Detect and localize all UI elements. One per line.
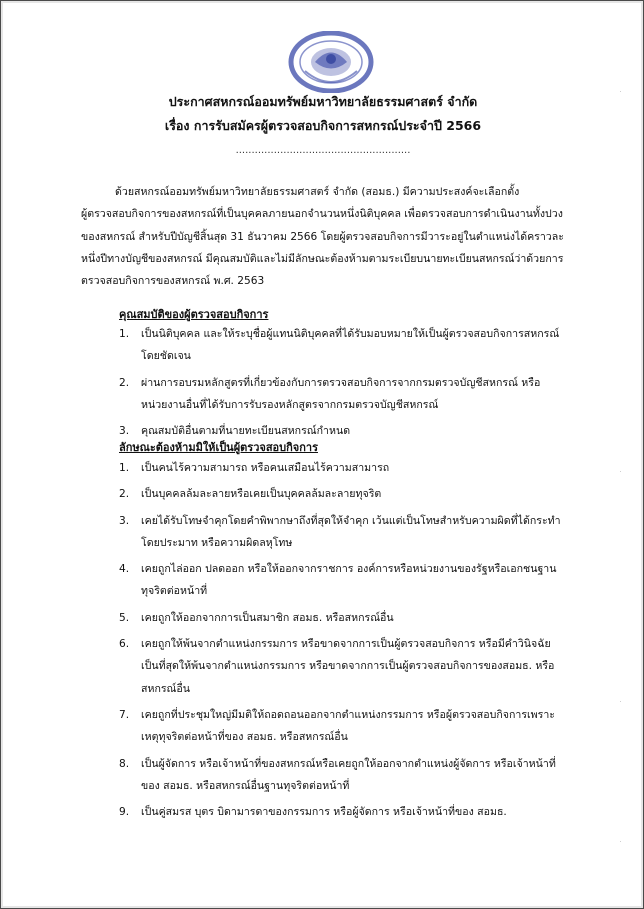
item-text: โดยชัดเจน [141, 350, 191, 363]
item-number: 2. [119, 376, 130, 389]
item-text: เป็นคนไร้ความสามารถ หรือคนเสมือนไร้ความสามารถ [141, 462, 390, 474]
item-text: ของ สอมธ. หรือสหกรณ์อื่นฐานทุจริตต่อหน้าที่ [141, 779, 350, 792]
intro-line: หนึ่งปีทางบัญชีของสหกรณ์ มีคุณสมบัติและไม่มีลักษณะต้องห้ามตามระเบียบนายทะเบียนสหกรณ์ว่าด้วยการ [81, 252, 564, 265]
item-number: 9. [119, 806, 130, 819]
item-text: ผ่านการอบรมหลักสูตรที่เกี่ยวข้องกับการตรวจสอบกิจการจากกรมตรวจบัญชีสหกรณ์ หรือ [141, 376, 541, 389]
item-text: เหตุทุจริตต่อหน้าที่ของ สอมธ. หรือสหกรณ์อื่น [141, 731, 348, 744]
cooperative-seal-icon [285, 31, 377, 93]
list-item [119, 607, 559, 629]
intro-line: ด้วยสหกรณ์ออมทรัพย์มหาวิทยาลัยธรรมศาสตร์ จำกัด (สอมธ.) มีความประสงค์จะเลือกตั้ง [115, 186, 520, 198]
list-item [119, 753, 559, 798]
list-item [119, 558, 559, 603]
announcement-title: ประกาศสหกรณ์ออมทรัพย์มหาวิทยาลัยธรรมศาสตร์ จำกัด [168, 94, 478, 109]
item-text: เป็นบุคคลล้มละลายหรือเคยเป็นบุคคลล้มละลายทุจริต [141, 488, 382, 501]
list-item [119, 633, 559, 700]
item-text: เป็นนิติบุคคล และให้ระบุชื่อผู้แทนนิติบุคคลที่ได้รับมอบหมายให้เป็นผู้ตรวจสอบกิจการสหกรณ์ [141, 328, 560, 340]
item-text: คุณสมบัติอื่นตามที่นายทะเบียนสหกรณ์กำหนด [141, 425, 351, 438]
qualifications-heading: คุณสมบัติของผู้ตรวจสอบกิจการ [119, 308, 269, 321]
title-divider: ....................................................... [235, 145, 411, 156]
scan-edge-mark [620, 841, 621, 842]
intro-paragraph [81, 181, 579, 292]
list-item [119, 323, 559, 368]
intro-line: ผู้ตรวจสอบกิจการของสหกรณ์ที่เป็นบุคคลภายนอกจำนวนหนึ่งนิติบุคคล เพื่อตรวจสอบการดำเนินงานทั้งปวง [81, 208, 563, 221]
item-number: 7. [119, 708, 130, 721]
list-item [119, 801, 559, 823]
scan-edge-mark [620, 701, 621, 702]
item-number: 5. [119, 611, 130, 624]
item-text: เป็นผู้จัดการ หรือเจ้าหน้าที่ของสหกรณ์หรือเคยถูกให้ออกจากตำแหน่งผู้จัดการ หรือเจ้าหน้าที่ [141, 757, 556, 770]
item-text: ทุจริตต่อหน้าที่ [141, 585, 208, 598]
item-number: 1. [119, 328, 130, 340]
prohibitions-list [119, 457, 559, 823]
item-text: เคยได้รับโทษจำคุกโดยคำพิพากษาถึงที่สุดให้จำคุก เว้นแต่เป็นโทษสำหรับความผิดที่ได้กระทำ [141, 514, 561, 527]
item-number: 3. [119, 425, 130, 438]
item-number: 1. [119, 462, 130, 474]
item-number: 2. [119, 488, 130, 501]
list-item [119, 510, 559, 555]
item-text: หน่วยงานอื่นที่ได้รับการรับรองหลักสูตรจากกรมตรวจบัญชีสหกรณ์ [141, 398, 439, 411]
item-text: เคยถูกที่ประชุมใหญ่มีมติให้ถอดถอนออกจากตำแหน่งกรรมการ หรือผู้ตรวจสอบกิจการเพราะ [141, 708, 555, 721]
intro-line: ตรวจสอบกิจการของสหกรณ์ พ.ศ. 2563 [81, 275, 265, 288]
item-number: 6. [119, 638, 130, 651]
item-text: เป็นที่สุดให้พ้นจากตำแหน่งกรรมการ หรือขาดจากการเป็นผู้ตรวจสอบกิจการของสอมธ. หรือ [141, 660, 555, 673]
item-text: สหกรณ์อื่น [141, 682, 190, 695]
list-item [119, 457, 559, 479]
prohibitions-heading: ลักษณะต้องห้ามมิให้เป็นผู้ตรวจสอบกิจการ [119, 441, 318, 454]
list-item [119, 704, 559, 749]
item-text: เคยถูกให้พ้นจากตำแหน่งกรรมการ หรือขาดจากการเป็นผู้ตรวจสอบกิจการ หรือมีคำวินิจฉัย [141, 638, 551, 651]
scan-edge-mark [620, 91, 621, 92]
item-number: 8. [119, 757, 130, 770]
intro-line: ของสหกรณ์ สำหรับปีบัญชีสิ้นสุด 31 ธันวาคม 2566 โดยผู้ตรวจสอบกิจการมีวาระอยู่ในตำแหน่งได้คราวละ [81, 230, 564, 243]
qualifications-list [119, 323, 559, 442]
announcement-subject: เรื่อง การรับสมัครผู้ตรวจสอบกิจการสหกรณ์ประจำปี 2566 [164, 118, 482, 133]
item-text: เป็นคู่สมรส บุตร บิดามารดาของกรรมการ หรือผู้จัดการ หรือเจ้าหน้าที่ของ สอมธ. [141, 806, 507, 819]
list-item [119, 372, 559, 417]
item-text: เคยถูกไล่ออก ปลดออก หรือให้ออกจากราชการ องค์การหรือหน่วยงานของรัฐหรือเอกชนฐาน [141, 563, 557, 576]
item-text: โดยประมาท หรือความผิดลหุโทษ [141, 536, 293, 549]
item-number: 4. [119, 563, 130, 576]
scan-edge-mark [620, 471, 621, 472]
item-text: เคยถูกให้ออกจากการเป็นสมาชิก สอมธ. หรือสหกรณ์อื่น [141, 611, 394, 624]
list-item [119, 483, 559, 505]
item-number: 3. [119, 514, 130, 527]
